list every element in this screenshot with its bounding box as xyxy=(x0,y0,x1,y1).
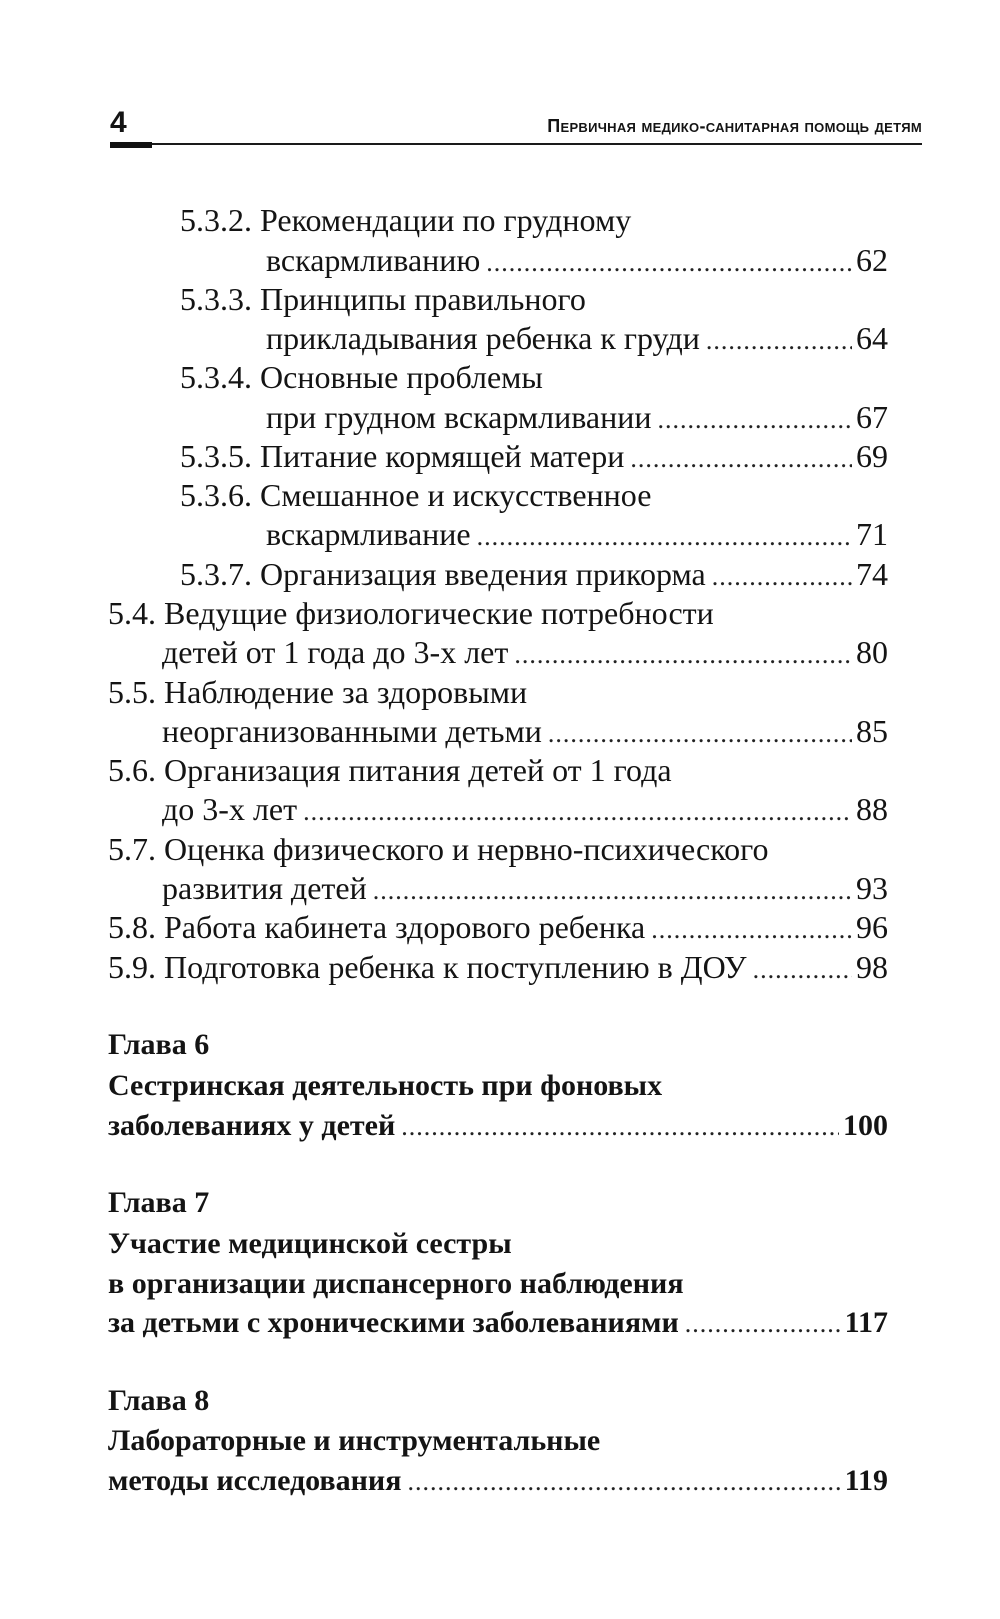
toc-page-number: 119 xyxy=(844,1464,888,1497)
dot-leader xyxy=(486,243,852,283)
toc-entry-5-3-2[interactable] xyxy=(180,200,631,240)
toc-page-number: 71 xyxy=(856,516,888,552)
toc-entry-5-7[interactable] xyxy=(108,829,768,869)
toc-page-number: 117 xyxy=(844,1306,888,1339)
page-number: 4 xyxy=(110,106,127,139)
toc-entry-chapter-7[interactable] xyxy=(108,1224,512,1264)
toc-entry-title: вскармливанию xyxy=(266,242,481,278)
toc-entry-5-8[interactable] xyxy=(108,907,888,947)
toc-entry-title: 5.3.3. Принципы правильного xyxy=(180,281,586,317)
toc-page-number: 100 xyxy=(843,1109,888,1142)
dot-leader xyxy=(303,792,852,832)
dot-leader xyxy=(753,950,852,990)
toc-entry-title: заболеваниях у детей xyxy=(108,1109,396,1142)
toc-entry-title: методы исследования xyxy=(108,1464,402,1497)
toc-page-number: 93 xyxy=(856,870,888,906)
toc-entry-chapter-8[interactable] xyxy=(108,1421,600,1461)
toc-entry-5-3-6-cont[interactable] xyxy=(266,514,888,554)
dot-leader xyxy=(630,439,852,479)
dot-leader xyxy=(407,1462,840,1502)
chapter-6-label xyxy=(108,1025,209,1065)
toc-entry-title: 5.8. Работа кабинета здорового ребенка xyxy=(108,909,646,945)
toc-entry-chapter-8-cont[interactable] xyxy=(108,1461,888,1501)
header-rule xyxy=(110,143,922,145)
toc-entry-5-3-4-cont[interactable] xyxy=(266,397,888,437)
toc-page-number: 67 xyxy=(856,399,888,435)
toc-entry-title: вскармливание xyxy=(266,516,471,552)
dot-leader xyxy=(373,871,852,911)
toc-page-number: 64 xyxy=(856,320,888,356)
toc-entry-5-3-3[interactable] xyxy=(180,279,586,319)
toc-entry-title: 5.3.4. Основные проблемы xyxy=(180,359,543,395)
toc-entry-5-6-cont[interactable] xyxy=(162,789,888,829)
toc-entry-5-5[interactable] xyxy=(108,672,527,712)
toc-entry-title: 5.3.2. Рекомендации по грудному xyxy=(180,202,632,238)
toc-entry-5-5-cont[interactable] xyxy=(162,711,888,751)
toc-entry-title: до 3-х лет xyxy=(162,791,298,827)
running-title: Первичная медико-санитарная помощь детям xyxy=(547,116,922,136)
toc-entry-title: при грудном вскармливании xyxy=(266,399,652,435)
toc-entry-5-3-6[interactable] xyxy=(180,475,651,515)
toc-entry-5-3-3-cont[interactable] xyxy=(266,318,888,358)
toc-entry-title: неорганизованными детьми xyxy=(162,713,542,749)
toc-entry-5-3-2-cont[interactable] xyxy=(266,240,888,280)
toc-entry-title: 5.6. Организация питания детей от 1 года xyxy=(108,752,672,788)
toc-entry-5-4-cont[interactable] xyxy=(162,632,888,672)
toc-page-number: 69 xyxy=(856,438,888,474)
running-header xyxy=(110,108,922,148)
dot-leader xyxy=(401,1107,839,1147)
header-rule-accent xyxy=(110,142,152,148)
toc-page-number: 85 xyxy=(856,713,888,749)
dot-leader xyxy=(685,1304,841,1344)
toc-entry-5-3-4[interactable] xyxy=(180,357,543,397)
toc-page-number: 74 xyxy=(856,556,888,592)
toc-entry-title: 5.5. Наблюдение за здоровыми xyxy=(108,674,528,710)
toc-page-number: 88 xyxy=(856,791,888,827)
dot-leader xyxy=(658,400,853,440)
toc-entry-title: детей от 1 года до 3-х лет xyxy=(162,634,509,670)
dot-leader xyxy=(651,910,852,950)
toc-entry-title: в организации диспансерного наблюдения xyxy=(108,1267,684,1300)
toc-entry-chapter-7-cont2[interactable] xyxy=(108,1303,888,1343)
toc-entry-title: Участие медицинской сестры xyxy=(108,1227,512,1260)
toc-entry-title: развития детей xyxy=(162,870,367,906)
chapter-7-label xyxy=(108,1183,209,1223)
toc-page-number: 80 xyxy=(856,634,888,670)
toc-entry-title: за детьми с хроническими заболеваниями xyxy=(108,1306,679,1339)
toc-entry-5-9[interactable] xyxy=(108,947,888,987)
toc-entry-title: прикладывания ребенка к груди xyxy=(266,320,700,356)
toc-entry-title: Лабораторные и инструментальные xyxy=(108,1424,601,1457)
chapter-8-label xyxy=(108,1381,209,1421)
toc-entry-chapter-6-cont[interactable] xyxy=(108,1106,888,1146)
toc-entry-title: 5.9. Подготовка ребенка к поступлению в ДОУ xyxy=(108,949,747,985)
toc-page-number: 98 xyxy=(856,949,888,985)
dot-leader xyxy=(477,517,852,557)
dot-leader xyxy=(514,635,852,675)
toc-entry-5-3-7[interactable] xyxy=(180,554,888,594)
chapter-label: Глава 6 xyxy=(108,1028,210,1061)
toc-entry-chapter-7-cont[interactable] xyxy=(108,1264,684,1304)
chapter-label: Глава 7 xyxy=(108,1186,210,1219)
toc-entry-chapter-6[interactable] xyxy=(108,1066,662,1106)
toc-entry-title: Сестринская деятельность при фоновых xyxy=(108,1069,663,1102)
toc-entry-title: 5.3.6. Смешанное и искусственное xyxy=(180,477,652,513)
toc-entry-5-4[interactable] xyxy=(108,593,714,633)
dot-leader xyxy=(712,557,852,597)
toc-entry-5-6[interactable] xyxy=(108,750,672,790)
toc-entry-5-3-5[interactable] xyxy=(180,436,888,476)
toc-entry-title: 5.7. Оценка физического и нервно-психического xyxy=(108,831,769,867)
toc-entry-5-7-cont[interactable] xyxy=(162,868,888,908)
toc-entry-title: 5.3.5. Питание кормящей матери xyxy=(180,438,625,474)
dot-leader xyxy=(706,321,852,361)
toc-page-number: 62 xyxy=(856,242,888,278)
toc-entry-title: 5.4. Ведущие физиологические потребности xyxy=(108,595,714,631)
chapter-label: Глава 8 xyxy=(108,1384,210,1417)
dot-leader xyxy=(548,714,852,754)
toc-entry-title: 5.3.7. Организация введения прикорма xyxy=(180,556,706,592)
toc-page-number: 96 xyxy=(856,909,888,945)
